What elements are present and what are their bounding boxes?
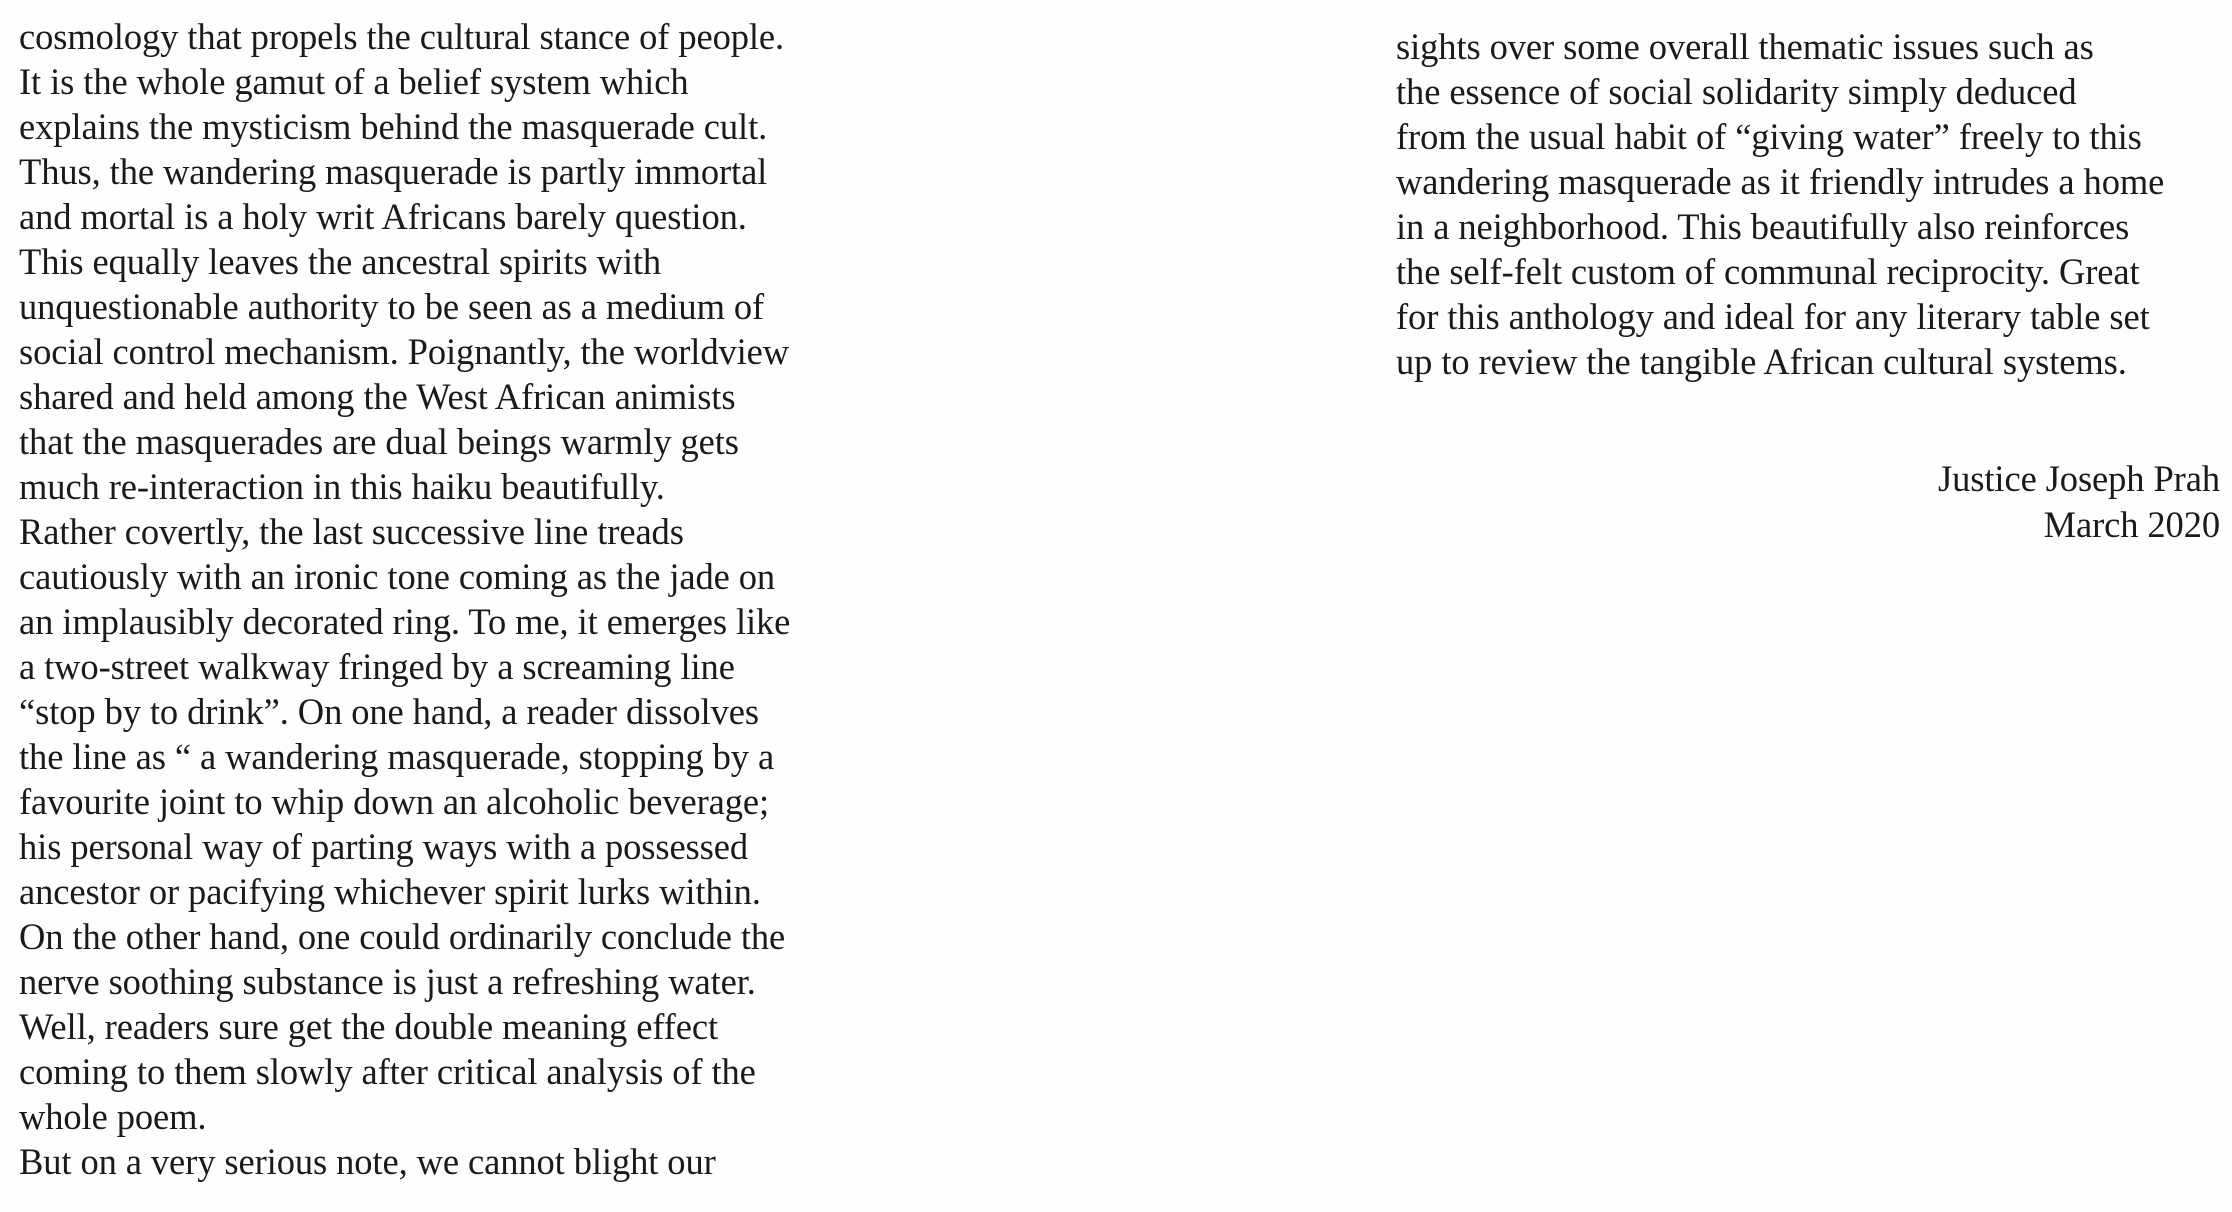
left-text-line: cosmology that propels the cultural stance of people.	[19, 16, 785, 57]
left-text-line: and mortal is a holy writ Africans barely question.	[19, 196, 747, 237]
left-text-line: ancestor or pacifying whichever spirit lurks within.	[19, 871, 761, 912]
left-text-line: his personal way of parting ways with a possessed	[19, 826, 749, 867]
right-text-line: the self-felt custom of communal reciprocity. Great	[1396, 251, 2140, 292]
left-text-line: shared and held among the West African animists	[19, 376, 736, 417]
left-text-column	[19, 14, 879, 1184]
right-text-line: wandering masquerade as it friendly intrudes a home	[1396, 161, 2165, 202]
left-text-line: “stop by to drink”. On one hand, a reader dissolves	[19, 691, 759, 732]
right-text-line: up to review the tangible African cultural systems.	[1396, 341, 2127, 382]
left-text-line: whole poem.	[19, 1096, 207, 1137]
left-text-line: explains the mysticism behind the masquerade cult.	[19, 106, 768, 147]
left-text-line: the line as “ a wandering masquerade, stopping by a	[19, 736, 775, 777]
left-text-line: Well, readers sure get the double meaning effect	[19, 1006, 718, 1047]
left-text-line: social control mechanism. Poignantly, the worldview	[19, 331, 790, 372]
left-text-line: Rather covertly, the last successive line treads	[19, 511, 684, 552]
right-text-line: the essence of social solidarity simply deduced	[1396, 71, 2077, 112]
left-text-line: On the other hand, one could ordinarily conclude the	[19, 916, 786, 957]
left-text-line: This equally leaves the ancestral spirits with	[19, 241, 662, 282]
right-text-body	[1396, 24, 2226, 384]
left-text-line: coming to them slowly after critical analysis of the	[19, 1051, 756, 1092]
left-text-line: cautiously with an ironic tone coming as the jade on	[19, 556, 776, 597]
left-text-line: favourite joint to whip down an alcoholic beverage;	[19, 781, 770, 822]
right-text-line: from the usual habit of “giving water” freely to this	[1396, 116, 2142, 157]
left-text-line: that the masquerades are dual beings warmly gets	[19, 421, 739, 462]
left-text-line: unquestionable authority to be seen as a medium of	[19, 286, 765, 327]
right-text-line: in a neighborhood. This beautifully also reinforces	[1396, 206, 2130, 247]
signature-date: March 2020	[2043, 504, 2220, 545]
right-text-line: for this anthology and ideal for any literary table set	[1396, 296, 2150, 337]
right-text-column	[1396, 24, 2226, 545]
left-text-line: much re-interaction in this haiku beautifully.	[19, 466, 665, 507]
right-text-line: sights over some overall thematic issues such as	[1396, 26, 2094, 67]
left-text-line: a two-street walkway fringed by a screaming line	[19, 646, 735, 687]
left-text-line: But on a very serious note, we cannot blight our	[19, 1141, 716, 1182]
left-text-line: Thus, the wandering masquerade is partly immortal	[19, 151, 768, 192]
left-text-line: an implausibly decorated ring. To me, it emerges like	[19, 601, 791, 642]
signature-block	[1938, 456, 2220, 548]
left-text-line: nerve soothing substance is just a refreshing water.	[19, 961, 756, 1002]
author-name: Justice Joseph Prah	[1938, 458, 2220, 499]
left-text-line: It is the whole gamut of a belief system which	[19, 61, 689, 102]
